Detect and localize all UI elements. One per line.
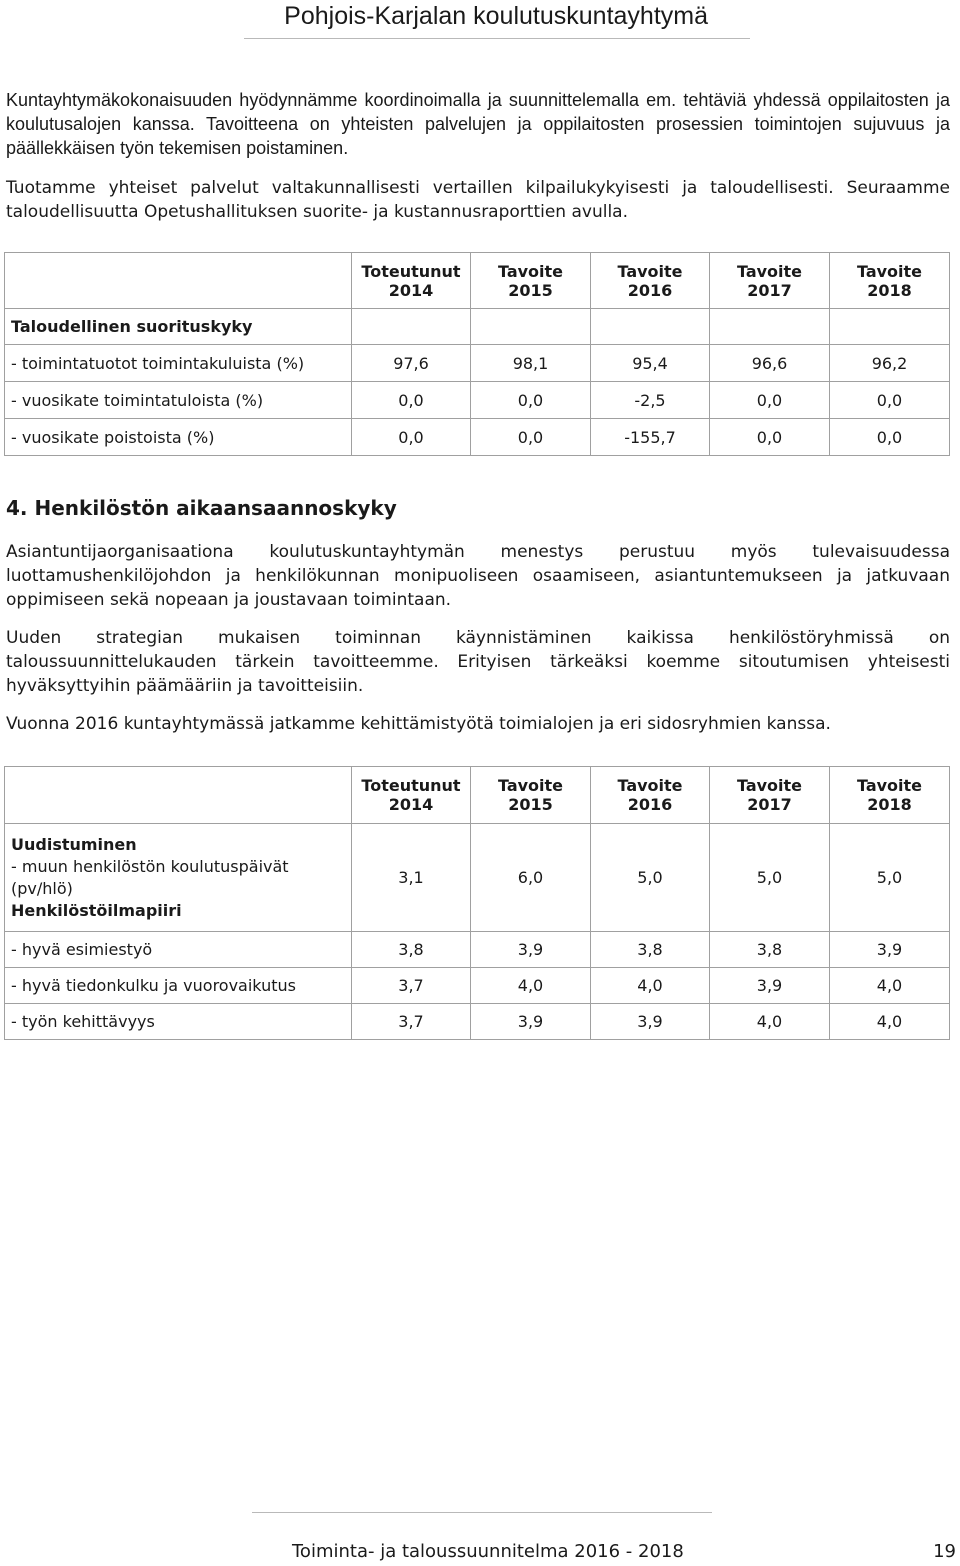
table-row [5,1004,950,1040]
cell-value: 0,0 [710,382,830,419]
table-row [5,932,950,968]
cell-value: 0,0 [352,419,471,456]
cell-value: 96,6 [710,345,830,382]
column-header: Toteutunut 2014 [352,253,471,309]
page-number: 19 [933,1541,956,1562]
cell-value: 3,9 [591,1004,710,1040]
table-header-row [5,767,950,824]
table-header-row [5,253,950,309]
cell-value: 3,1 [352,824,471,932]
cell-value: 5,0 [591,824,710,932]
cell-value: -155,7 [591,419,710,456]
row-label: - hyvä esimiestyö [5,932,352,968]
cell-value: 95,4 [591,345,710,382]
footer-text: Toiminta- ja taloussuunnitelma 2016 - 2018 [292,1541,684,1562]
group-cell [5,824,352,932]
personnel-table [4,766,950,1040]
page-header [244,0,750,39]
cell-value: 4,0 [830,1004,950,1040]
cell-value: 4,0 [830,968,950,1004]
table-group-row [5,824,950,932]
cell-value: 3,9 [471,932,591,968]
cell-value: 96,2 [830,345,950,382]
column-header: Tavoite 2016 [591,253,710,309]
section-paragraph-1: Asiantuntijaorganisaationa koulutuskuntayhtymän menestys perustuu myös tulevaisuudessa luottamushenkilöjohdon ja henkilökunnan monipuoliseen osaamiseen, asiantuntemukseen ja jatkuvaan oppimiseen sekä nopeaan ja joustavaan toimintaan. [6,542,950,610]
cell-value: 5,0 [830,824,950,932]
section-paragraph-2: Uuden strategian mukaisen toiminnan käynnistäminen kaikissa henkilöstöryhmissä on taloussuunnittelukauden tärkein tavoitteemme. Erityisen tärkeäksi koemme sitoutumisen yhteisesti hyväksyttyihin päämääriin ja tavoitteisiin. [6,628,950,696]
table-row [5,419,950,456]
table-row [5,968,950,1004]
table-row [5,382,950,419]
row-label: - vuosikate toimintatuloista (%) [5,382,352,419]
cell-value: 3,8 [591,932,710,968]
cell-value: 6,0 [471,824,591,932]
column-header: Toteutunut 2014 [352,767,471,824]
cell-value: 3,9 [830,932,950,968]
row-label: - toimintatuotot toimintakuluista (%) [5,345,352,382]
column-header: Tavoite 2017 [710,253,830,309]
cell-value: -2,5 [591,382,710,419]
column-header: Tavoite 2017 [710,767,830,824]
group-label: Uudistuminen [11,834,137,854]
column-header: Tavoite 2016 [591,767,710,824]
cell-value: 0,0 [471,419,591,456]
row-label: - hyvä tiedonkulku ja vuorovaikutus [5,968,352,1004]
cell-value: 4,0 [591,968,710,1004]
cell-value: 0,0 [830,382,950,419]
cell-value: 97,6 [352,345,471,382]
row-label: - muun henkilöstön koulutuspäivät (pv/hlö) [11,856,289,898]
section-paragraph-3: Vuonna 2016 kuntayhtymässä jatkamme kehittämistyötä toimialojen ja eri sidosryhmien kanssa. [6,714,831,734]
row-label: - työn kehittävyys [5,1004,352,1040]
cell-value: 0,0 [352,382,471,419]
table-header-empty [5,767,352,824]
cell-value: 5,0 [710,824,830,932]
cell-value: 98,1 [471,345,591,382]
group-label: Henkilöstöilmapiiri [11,900,182,920]
column-header: Tavoite 2015 [471,767,591,824]
footer-divider [252,1512,712,1513]
cell-value: 4,0 [471,968,591,1004]
cell-value: 3,7 [352,968,471,1004]
cell-value: 3,9 [471,1004,591,1040]
intro-paragraph-1: Kuntayhtymäkokonaisuuden hyödynnämme koordinoimalla ja suunnittelemalla em. tehtäviä yhdessä oppilaitosten ja koulutusalojen kanssa. Tavoitteena on yhteisten palvelujen ja oppilaitosten prosessien toimintojen sujuvuus ja päällekkäisen työn tekemisen poistaminen. [6,90,950,158]
cell-value: 0,0 [710,419,830,456]
cell-value: 0,0 [830,419,950,456]
cell-value: 3,7 [352,1004,471,1040]
column-header: Tavoite 2018 [830,767,950,824]
section-heading: 4. Henkilöstön aikaansaannoskyky [6,496,397,520]
column-header: Tavoite 2018 [830,253,950,309]
section-label: Taloudellinen suorituskyky [5,309,352,345]
cell-value: 4,0 [710,1004,830,1040]
cell-value: 3,8 [352,932,471,968]
cell-value: 3,8 [710,932,830,968]
table-header-empty [5,253,352,309]
cell-value: 3,9 [710,968,830,1004]
row-label: - vuosikate poistoista (%) [5,419,352,456]
financial-performance-table [4,252,950,456]
table-row [5,345,950,382]
header-title: Pohjois-Karjalan koulutuskuntayhtymä [284,2,708,30]
intro-paragraph-2: Tuotamme yhteiset palvelut valtakunnallisesti vertaillen kilpailukykyisesti ja taloudellisesti. Seuraamme taloudellisuutta Opetushallituksen suorite- ja kustannusraporttien avulla. [6,178,950,222]
column-header: Tavoite 2015 [471,253,591,309]
table-section-row [5,309,950,345]
cell-value: 0,0 [471,382,591,419]
